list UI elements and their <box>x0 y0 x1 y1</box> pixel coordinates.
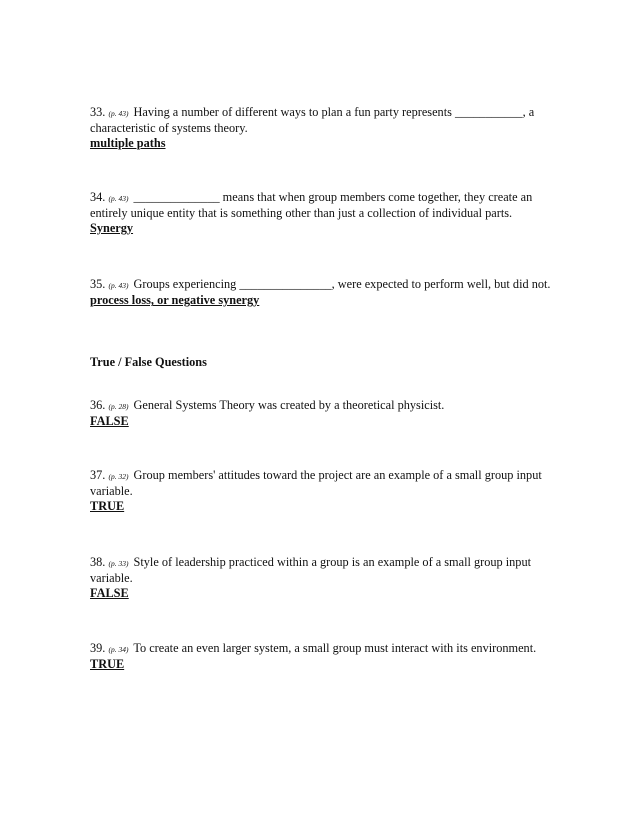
question-text <box>90 555 560 586</box>
question-body: Groups experiencing _______________, were expected to perform well, but did not. <box>133 277 551 291</box>
question-text <box>90 105 560 136</box>
answer: TRUE <box>90 657 125 672</box>
page-reference: (p. 43) <box>108 194 129 203</box>
question-33 <box>90 105 560 150</box>
answer: FALSE <box>90 414 129 429</box>
question-body: General Systems Theory was created by a theoretical physicist. <box>133 398 445 412</box>
page-reference: (p. 43) <box>108 281 129 290</box>
question-body: ______________ means that when group members come together, they create an entirely unique entity that is something other than just a collection of individual parts. <box>90 190 533 221</box>
question-number: 34. <box>90 190 106 204</box>
question-number: 36. <box>90 398 106 412</box>
question-body: To create an even larger system, a small group must interact with its environment. <box>133 641 537 655</box>
page-reference: (p. 33) <box>108 559 129 568</box>
page-reference: (p. 32) <box>108 472 129 481</box>
page-reference: (p. 34) <box>108 645 129 654</box>
question-number: 35. <box>90 277 106 291</box>
question-text <box>90 277 560 293</box>
question-number: 39. <box>90 641 106 655</box>
answer: TRUE <box>90 498 125 513</box>
question-34 <box>90 190 560 235</box>
page-reference: (p. 43) <box>108 109 129 118</box>
question-body: Having a number of different ways to plan a fun party represents ___________, a characteristic of systems theory. <box>90 105 535 136</box>
answer: multiple paths <box>90 135 166 150</box>
page-reference: (p. 28) <box>108 402 129 411</box>
answer: FALSE <box>90 585 129 600</box>
question-36 <box>90 398 560 429</box>
question-number: 37. <box>90 468 106 482</box>
question-38 <box>90 555 560 600</box>
question-35 <box>90 277 560 308</box>
question-body: Group members' attitudes toward the project are an example of a small group input variable. <box>90 468 542 499</box>
question-39 <box>90 641 560 672</box>
question-number: 33. <box>90 105 106 119</box>
answer: process loss, or negative synergy <box>90 293 260 308</box>
section-heading: True / False Questions <box>90 355 207 369</box>
question-text <box>90 468 560 499</box>
question-37 <box>90 468 560 513</box>
question-text <box>90 190 560 221</box>
question-text <box>90 641 560 657</box>
question-body: Style of leadership practiced within a group is an example of a small group input variable. <box>90 555 532 586</box>
question-text <box>90 398 560 414</box>
question-number: 38. <box>90 555 106 569</box>
answer: Synergy <box>90 220 134 235</box>
